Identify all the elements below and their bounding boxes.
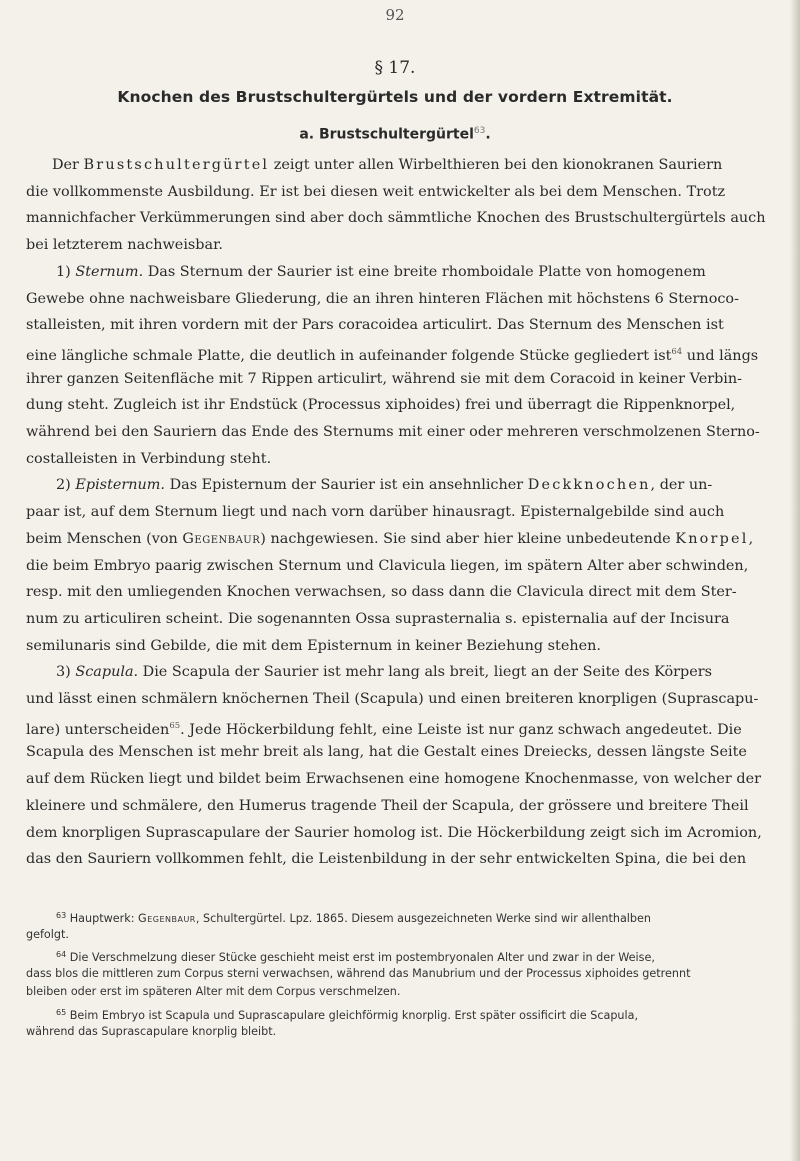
text-line-content: auf dem Rücken liegt und bildet beim Erwachsenen eine homogene Knochenmasse, von welcher der	[26, 771, 761, 788]
text-line	[0, 286, 790, 312]
page-number: 92	[385, 6, 405, 24]
text-line-content: die vollkommenste Ausbildung. Er ist bei diesen weit entwickelter als bei dem Menschen. Trotz	[26, 183, 726, 200]
text-line-content: beim Menschen (von Gegenbaur) nachgewiesen. Sie sind aber hier kleine unbedeutende Knorpel,	[26, 530, 754, 547]
text-line-content: kleinere und schmälere, den Humerus tragende Theil der Scapula, der grössere und breitere Theil	[26, 797, 749, 814]
text-line	[0, 606, 790, 632]
text-line-content: num zu articuliren scheint. Die sogenannten Ossa suprasternalia s. episternalia auf der Incisura	[26, 610, 730, 627]
text-line-content: 1) Sternum. Das Sternum der Saurier ist eine breite rhomboidale Platte von homogenem	[56, 263, 706, 280]
page-edge-shadow	[790, 0, 800, 1161]
text-line-content: eine längliche schmale Platte, die deutlich in aufeinander folgende Stücke gegliedert ist$^{64}$ und längs	[26, 346, 759, 364]
text-line-content: resp. mit den umliegenden Knochen verwachsen, so dass dann die Clavicula direct mit dem Ster-	[26, 584, 737, 601]
text-line	[0, 205, 790, 231]
text-line	[0, 152, 790, 178]
text-line-content: Der Brustschultergürtel zeigt unter allen Wirbelthieren bei den kionokranen Sauriern	[52, 157, 723, 173]
text-line	[0, 526, 790, 552]
text-line-content: semilunaris sind Gebilde, die mit dem Episternum in keiner Beziehung stehen.	[26, 637, 601, 654]
text-line-content: Scapula des Menschen ist mehr breit als lang, hat die Gestalt eines Dreiecks, dessen längste Seite	[26, 744, 747, 761]
text-line	[0, 820, 790, 846]
text-line	[0, 312, 790, 338]
text-line	[0, 846, 790, 872]
text-line	[0, 739, 790, 765]
text-line	[0, 366, 790, 392]
text-line-content: dem knorpligen Suprascapulare der Saurier homolog ist. Die Höckerbildung zeigt sich im Acromion,	[26, 824, 762, 841]
text-line	[0, 392, 790, 418]
text-line	[0, 259, 790, 285]
text-line	[0, 553, 790, 579]
text-line	[0, 579, 790, 605]
text-line-content: 3) Scapula. Die Scapula der Saurier ist mehr lang als breit, liegt an der Seite des Körpers	[56, 664, 713, 681]
text-line-content: 2) Episternum. Das Episternum der Saurier ist ein ansehnlicher Deckknochen, der un-	[56, 477, 713, 494]
footnote-line-content: während das Suprascapulare knorplig bleibt.	[26, 1024, 277, 1038]
text-line	[0, 659, 790, 685]
text-line-content: costalleisten in Verbindung steht.	[26, 450, 272, 467]
text-line	[0, 232, 790, 258]
sub-heading-footnote-ref: 63	[473, 126, 486, 136]
footnote-line	[26, 1003, 790, 1023]
text-line-content: bei letzterem nachweisbar.	[26, 237, 223, 254]
text-line	[0, 419, 790, 445]
text-line	[0, 713, 790, 739]
text-line-content: mannichfacher Verkümmerungen sind aber doch sämmtliche Knochen des Brustschultergürtels auch	[26, 210, 766, 227]
text-line-content: während bei den Sauriern das Ende des Sternums mit einer oder mehreren verschmolzenen Sterno-	[26, 424, 760, 440]
footnote-line	[26, 982, 790, 1002]
text-line	[0, 446, 790, 472]
text-line-content: das den Sauriern vollkommen fehlt, die Leistenbildung in der sehr entwickelten Spina, die bei den	[26, 851, 747, 868]
footnote-line-content: dass blos die mittleren zum Corpus sterni verwachsen, während das Manubrium und der Processus xiphoides getrennt	[26, 966, 691, 980]
text-line-content: Gewebe ohne nachweisbare Gliederung, die an ihren hinteren Flächen mit höchstens 6 Sternoco-	[26, 290, 739, 307]
footnote-line	[26, 906, 790, 926]
text-line-content: ihrer ganzen Seitenfläche mit 7 Rippen articulirt, während sie mit dem Coracoid in keiner Verbin-	[26, 370, 743, 387]
footnote-line-content: $^{65}$ Beim Embryo ist Scapula und Suprascapulare gleichförmig knorplig. Erst später ossificirt die Scapula,	[56, 1008, 639, 1022]
text-line-content: und lässt einen schmälern knöchernen Theil (Scapula) und einen breiteren knorpligen (Suprascapu-	[26, 691, 759, 707]
footnote-line-content: bleiben oder erst im späteren Alter mit dem Corpus verschmelzen.	[26, 985, 401, 999]
text-line	[0, 472, 790, 498]
text-line	[0, 179, 790, 205]
footnote-line-content: $^{63}$ Hauptwerk: Gegenbaur, Schultergürtel. Lpz. 1865. Diesem ausgezeichneten Werke sind wir allenthalben	[56, 911, 651, 925]
sub-heading-text: a. Brustschultergürtel	[299, 126, 474, 143]
footnote-line	[26, 945, 790, 965]
text-line	[0, 793, 790, 819]
text-line	[0, 633, 790, 659]
sub-heading: a. Brustschultergürtel$^{63}$.	[299, 126, 491, 143]
text-line	[0, 686, 790, 712]
text-line-content: dung steht. Zugleich ist ihr Endstück (Processus xiphoides) frei und überragt die Rippenknorpel,	[26, 397, 736, 414]
text-line	[0, 499, 790, 525]
footnote-line	[26, 925, 790, 945]
text-line	[0, 766, 790, 792]
chapter-heading: Knochen des Brustschultergürtels und der vordern Extremität.	[117, 88, 673, 106]
footnote-line-content: $^{64}$ Die Verschmelzung dieser Stücke geschieht meist erst im postembryonalen Alter und zwar in der Weise,	[56, 950, 655, 965]
text-line-content: stalleisten, mit ihren vordern mit der Pars coracoidea articulirt. Das Sternum des Menschen ist	[26, 317, 724, 334]
footnote-line	[26, 964, 790, 984]
section-number: § 17.	[374, 58, 416, 78]
text-line-content: paar ist, auf dem Sternum liegt und nach vorn darüber hinausragt. Episternalgebilde sind auch	[26, 504, 725, 521]
text-line	[0, 339, 790, 365]
footnote-line-content: gefolgt.	[26, 927, 69, 941]
footnote-line	[26, 1022, 790, 1042]
text-line-content: lare) unterscheiden$^{65}$. Jede Höckerbildung fehlt, eine Leiste ist nur ganz schwach angedeutet. Die	[26, 720, 742, 738]
text-line-content: die beim Embryo paarig zwischen Sternum und Clavicula liegen, im spätern Alter aber schwinden,	[26, 557, 749, 574]
